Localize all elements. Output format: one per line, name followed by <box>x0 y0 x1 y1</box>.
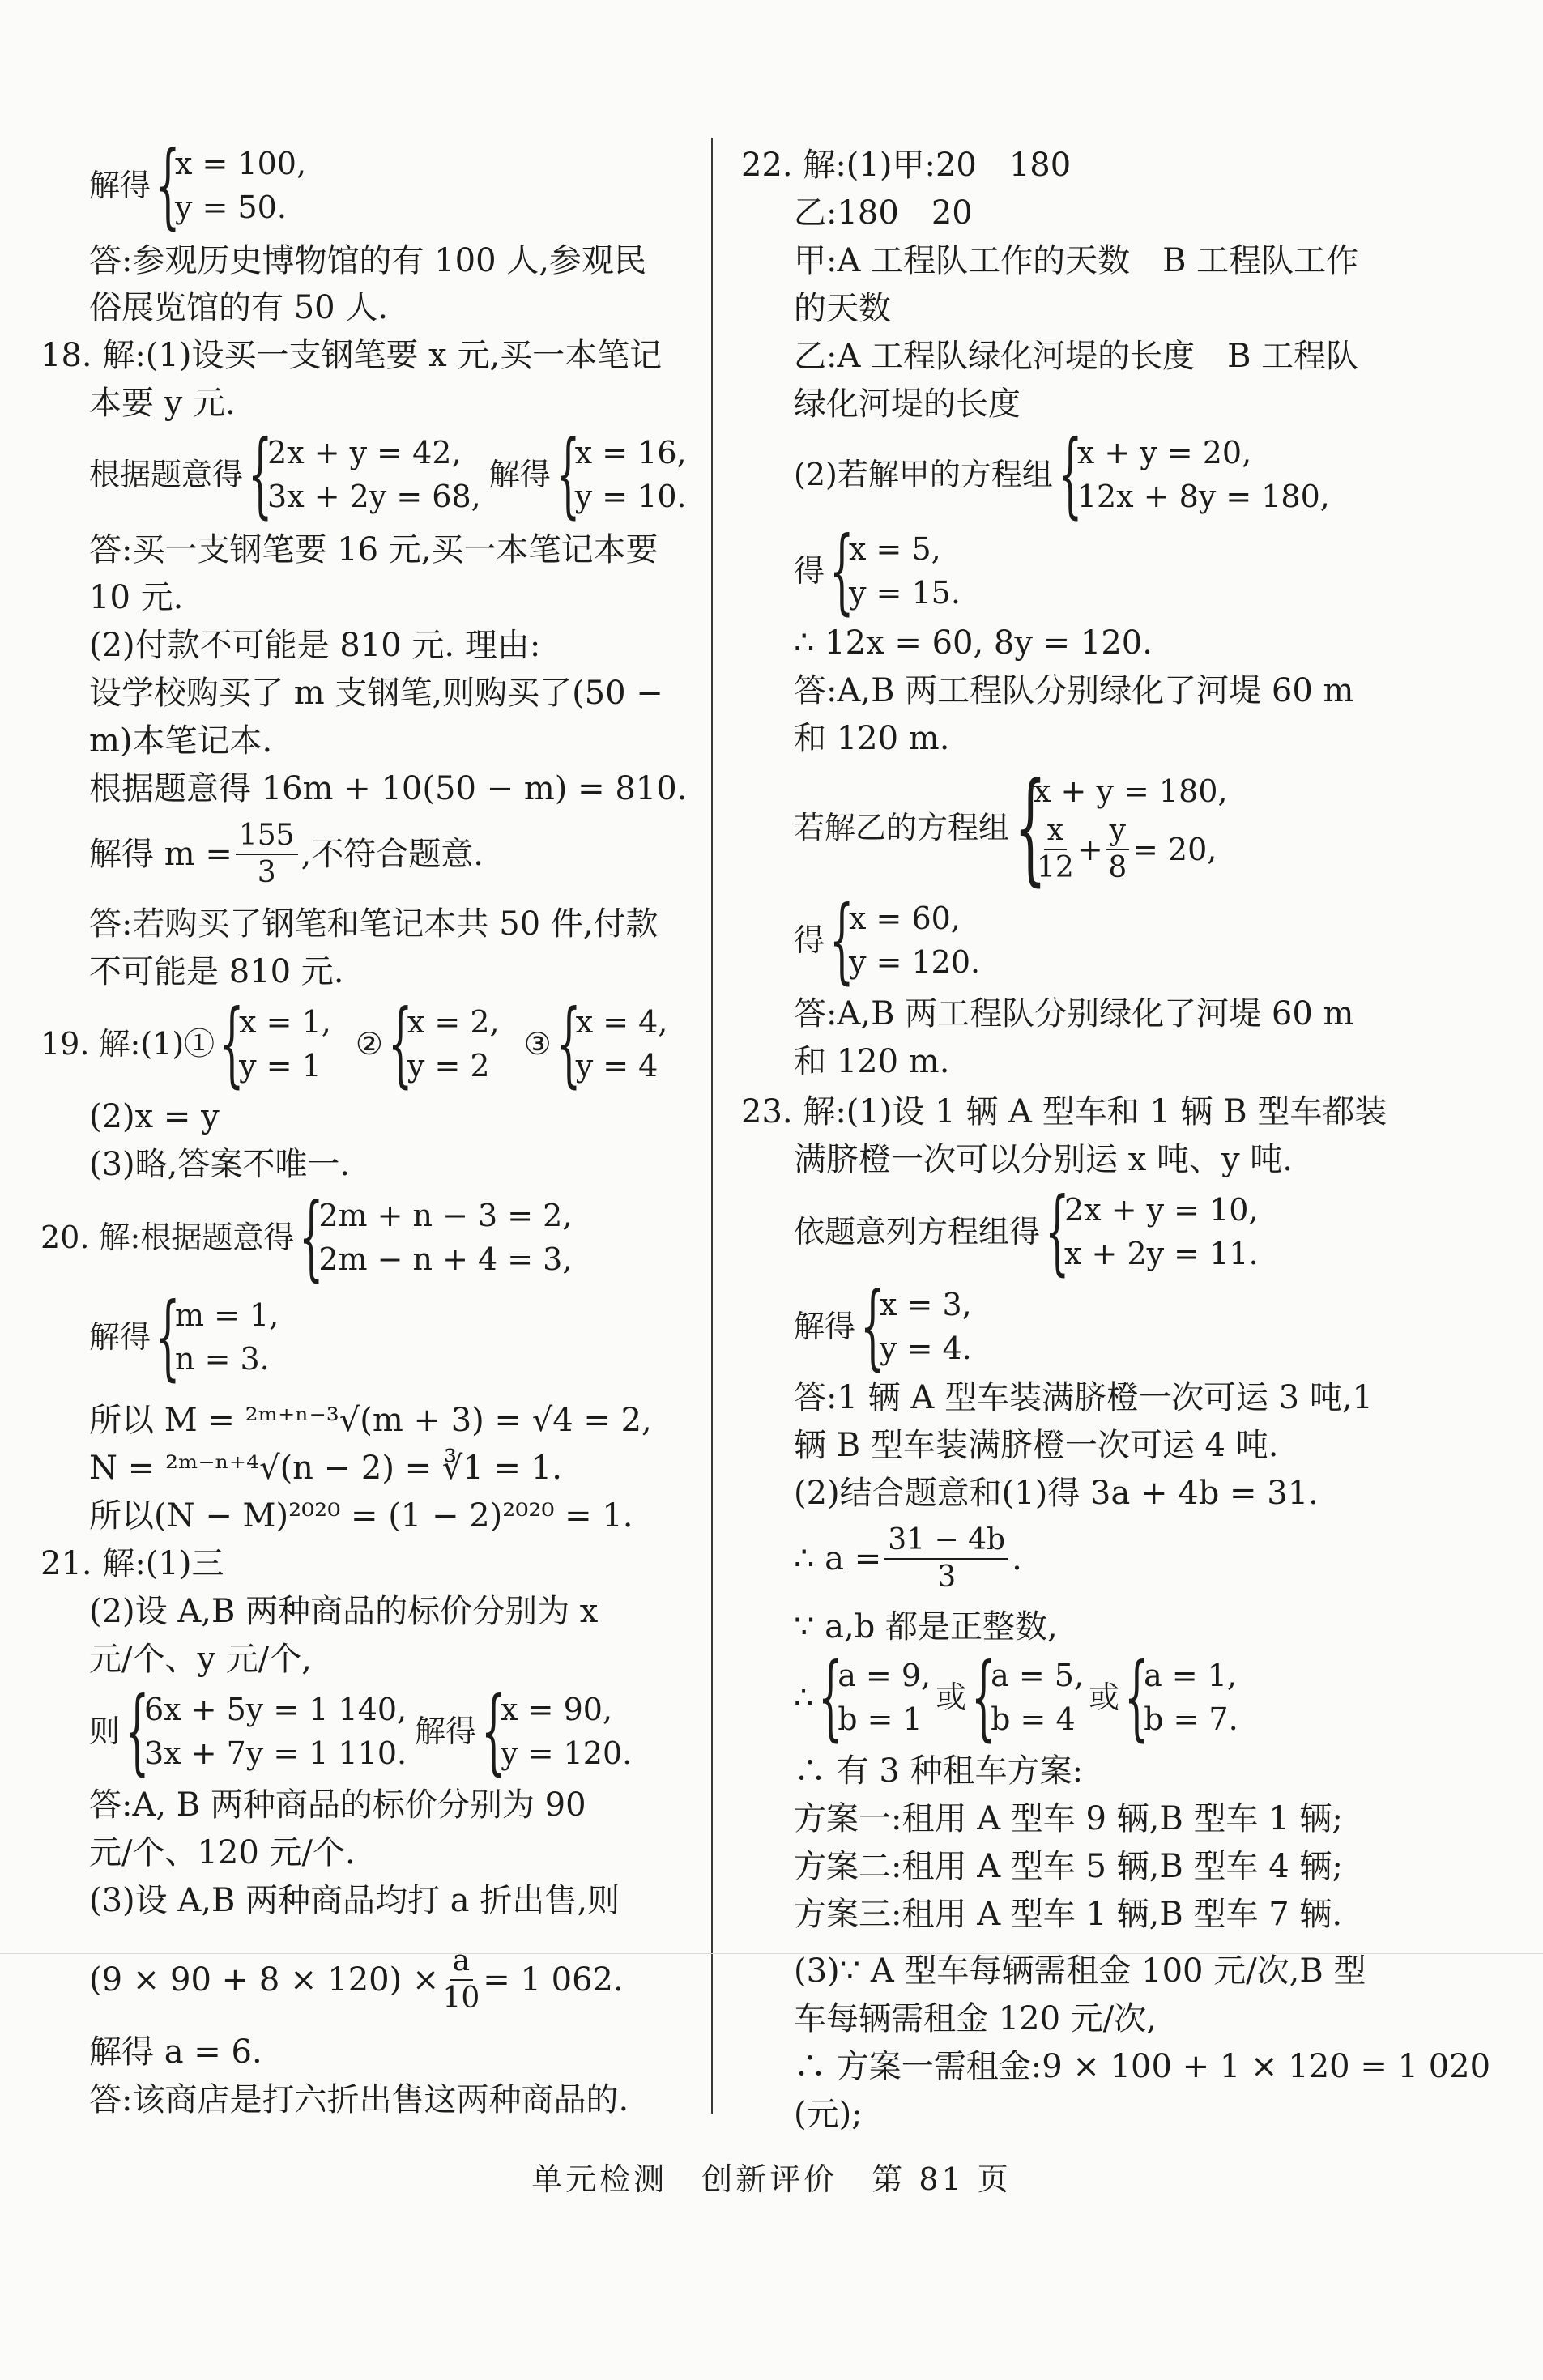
problem-22-heading: 22. 解:(1)甲:20 180 <box>741 147 1072 184</box>
problem-23-heading: 23. 解:(1)设 1 辆 A 型车和 1 辆 B 型车都装 <box>741 1093 1387 1130</box>
text-line: 绿化河堤的长度 <box>794 385 1021 423</box>
answer-line: 答:A,B 两工程队分别绿化了河堤 60 m <box>794 672 1354 709</box>
equation-system: 根据题意得 { 2x + y = 42, 3x + 2y = 68, 解得 { x = 16, y = 10. <box>89 420 687 528</box>
fraction: $\frac{a}{10}$ <box>442 1944 480 2015</box>
fraction: $\frac{31 - 4b}{3}$ <box>884 1522 1008 1595</box>
text-line: (元); <box>794 2096 863 2133</box>
equation-system: 得 { x = 60, y = 120. <box>794 886 981 994</box>
equation-system: 解得 { x = 3, y = 4. <box>794 1272 972 1380</box>
text-line: (2)设 A,B 两种商品的标价分别为 x <box>89 1593 599 1630</box>
equation-line: (9 × 90 + 8 × 120) × $\frac{a}{10}$ = 1 062. <box>89 1944 624 2015</box>
page-footer: 单元检测 创新评价 第 81 页 <box>531 2161 1012 2197</box>
answer-line: 答:参观历史博物馆的有 100 人,参观民 <box>89 242 646 279</box>
equation-line: 根据题意得 16m + 10(50 − m) = 810. <box>89 770 688 807</box>
equation-system: 得 { x = 5, y = 15. <box>794 517 961 624</box>
answer-line: 答:买一支钢笔要 16 元,买一本笔记本要 <box>89 531 659 568</box>
fraction: $\frac{x}{12}$ <box>1037 814 1074 884</box>
text-line: 本要 y 元. <box>89 385 236 422</box>
equation-system: 解得 { x = 100, y = 50. <box>89 131 307 239</box>
answer-line: 答:A,B 两工程队分别绿化了河堤 60 m <box>794 995 1354 1032</box>
text-line: 满脐橙一次可以分别运 x 吨、y 吨. <box>794 1141 1294 1178</box>
problem-20-heading: 20. 解:根据题意得 { 2m + n − 3 = 2, 2m − n + 4 = 3, <box>40 1183 573 1291</box>
text-line: (3)略,答案不唯一. <box>89 1146 351 1183</box>
answer-line: 10 元. <box>89 579 184 616</box>
equation-line: 所以 M = ²ᵐ⁺ⁿ⁻³√(m + 3) = √4 = 2, <box>89 1402 652 1439</box>
text-line: 乙:180 20 <box>794 194 973 232</box>
text-line: 甲:A 工程队工作的天数 B 工程队工作 <box>794 242 1359 279</box>
equation-system: ∴ { a = 9, b = 1 或 { a = 5, b = 4 或 { a = 1, b = 7. <box>794 1643 1238 1751</box>
problem-21-heading: 21. 解:(1)三 <box>40 1545 224 1582</box>
equation-line: 所以(N − M)²⁰²⁰ = (1 − 2)²⁰²⁰ = 1. <box>89 1497 633 1535</box>
equation-system: 依题意列方程组得 { 2x + y = 10, x + 2y = 11. <box>794 1177 1259 1285</box>
text-line: 方案二:租用 A 型车 5 辆,B 型车 4 辆; <box>794 1848 1343 1885</box>
problem-18-heading: 18. 解:(1)设买一支钢笔要 x 元,买一本笔记 <box>40 337 663 374</box>
equation-line: ∴ 12x = 60, 8y = 120. <box>794 624 1153 662</box>
text-line: 解得 a = 6. <box>89 2033 262 2071</box>
column-divider <box>711 138 713 2114</box>
text-line: m)本笔记本. <box>89 722 273 760</box>
answer-line: 答:1 辆 A 型车装满脐橙一次可运 3 吨,1 <box>794 1379 1373 1416</box>
equation-system: 解得 { m = 1, n = 3. <box>89 1283 279 1390</box>
equation-line: ∴ 方案一需租金:9 × 100 + 1 × 120 = 1 020 <box>794 2048 1491 2085</box>
fraction: $\frac{y}{8}$ <box>1106 813 1129 886</box>
equation-system: 则 { 6x + 5y = 1 140, 3x + 7y = 1 110. 解得 { x = 90, y = 120. <box>89 1677 633 1785</box>
answer-line: 不可能是 810 元. <box>89 953 344 990</box>
text-line: 乙:A 工程队绿化河堤的长度 B 工程队 <box>794 338 1359 375</box>
text-line: 方案三:租用 A 型车 1 辆,B 型车 7 辆. <box>794 1896 1343 1933</box>
text-line: 设学校购买了 m 支钢笔,则购买了(50 − <box>89 675 663 712</box>
answer-line: 和 120 m. <box>794 1043 950 1080</box>
answer-line: 俗展览馆的有 50 人. <box>89 289 389 326</box>
text-line: (2)付款不可能是 810 元. 理由: <box>89 627 541 664</box>
answer-line: 答:若购买了钢笔和笔记本共 50 件,付款 <box>89 905 659 943</box>
text-line: 元/个、y 元/个, <box>89 1641 312 1678</box>
answer-line: 答:A, B 两种商品的标价分别为 90 <box>89 1786 586 1824</box>
equation-line: ∴ a = $\frac{31 - 4b}{3}$ . <box>794 1523 1022 1594</box>
text-line: (2)x = y <box>89 1098 220 1135</box>
text-line: ∴ 有 3 种租车方案: <box>794 1752 1084 1790</box>
answer-line: 答:该商店是打六折出售这两种商品的. <box>89 2081 629 2118</box>
fraction: $\frac{155}{3}$ <box>236 818 298 891</box>
answer-line: 元/个、120 元/个. <box>89 1834 356 1871</box>
answer-line: 辆 B 型车装满脐橙一次可运 4 吨. <box>794 1427 1279 1464</box>
problem-19-heading: 19. 解:(1)① { x = 1, y = 1 ② { x = 2, y = 2 ③ { x = 4, y = 4 <box>40 990 668 1097</box>
text-line: (3)∵ A 型车每辆需租金 100 元/次,B 型 <box>794 1952 1366 1990</box>
text-line: 方案一:租用 A 型车 9 辆,B 型车 1 辆; <box>794 1800 1343 1837</box>
text-line: (3)设 A,B 两种商品均打 a 折出售,则 <box>89 1882 620 1919</box>
equation-line: N = ²ᵐ⁻ⁿ⁺⁴√(n − 2) = ∛1 = 1. <box>89 1450 562 1487</box>
equation-line: 解得 m = $\frac{155}{3}$ ,不符合题意. <box>89 819 484 889</box>
text-line: 车每辆需租金 120 元/次, <box>794 2000 1157 2037</box>
answer-line: 和 120 m. <box>794 720 950 757</box>
equation-system: (2)若解甲的方程组 { x + y = 20, 12x + 8y = 180, <box>794 420 1330 528</box>
equation-system: 若解乙的方程组 { x + y = 180, $\frac{x}{12}$ + $\frac{y}{8}$ = 20, <box>794 757 1228 898</box>
equation-line: (2)结合题意和(1)得 3a + 4b = 31. <box>794 1475 1319 1512</box>
text-line: ∵ a,b 都是正整数, <box>794 1608 1058 1646</box>
text-line: 的天数 <box>794 290 891 327</box>
